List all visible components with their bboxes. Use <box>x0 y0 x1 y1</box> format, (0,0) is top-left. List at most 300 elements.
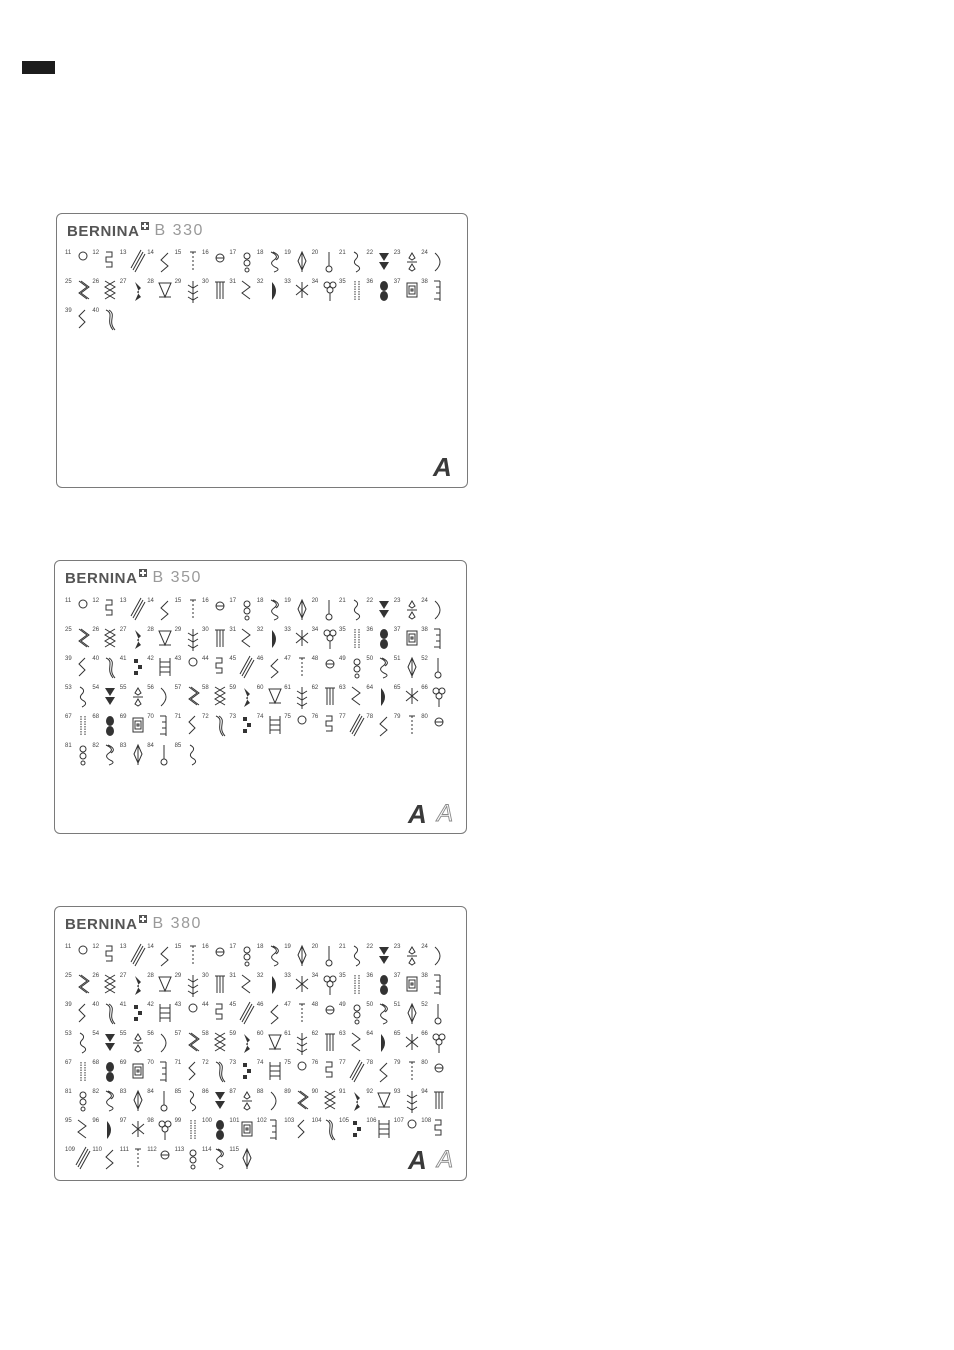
stitch-number: 67 <box>65 1060 72 1066</box>
stitch-pattern-43 <box>175 656 205 684</box>
stitch-pattern-15 <box>175 944 205 972</box>
stitch-number: 18 <box>256 944 264 950</box>
stitch-grid <box>65 944 460 1174</box>
stitch-pattern-55 <box>120 685 150 713</box>
stitch-number: 79 <box>393 1060 401 1066</box>
stitch-number: 78 <box>366 714 374 720</box>
model-name: B 380 <box>152 915 202 932</box>
stitch-pattern-41 <box>120 1002 150 1030</box>
stitch-pattern-83 <box>120 743 150 771</box>
stitch-pattern-39 <box>65 308 95 336</box>
stitch-pattern-71 <box>175 1060 205 1088</box>
stitch-number: 85 <box>174 1089 182 1095</box>
stitch-number: 74 <box>256 714 264 720</box>
stitch-pattern-32 <box>257 627 287 655</box>
stitch-panel-b350 <box>54 560 467 834</box>
alphabet-font-block-icon: A <box>408 1145 427 1175</box>
brand-name: BERNINA <box>65 915 138 933</box>
stitch-pattern-19 <box>284 250 314 278</box>
stitch-number: 34 <box>311 973 319 979</box>
stitch-pattern-84 <box>147 743 177 771</box>
stitch-pattern-79 <box>394 1060 424 1088</box>
stitch-pattern-28 <box>147 973 177 1001</box>
stitch-pattern-33 <box>284 279 314 307</box>
stitch-pattern-12 <box>92 250 122 278</box>
stitch-number: 87 <box>229 1089 237 1095</box>
stitch-pattern-26 <box>92 627 122 655</box>
stitch-pattern-57 <box>175 1031 205 1059</box>
stitch-number: 84 <box>147 743 154 749</box>
stitch-number: 82 <box>92 743 100 749</box>
stitch-number: 50 <box>366 656 374 662</box>
stitch-number: 98 <box>147 1118 154 1124</box>
stitch-number: 30 <box>202 627 209 633</box>
stitch-number: 68 <box>92 1060 100 1066</box>
stitch-number: 57 <box>174 685 182 691</box>
stitch-number: 53 <box>65 1031 72 1037</box>
stitch-pattern-36 <box>366 279 396 307</box>
stitch-pattern-47 <box>284 1002 314 1030</box>
stitch-pattern-81 <box>65 1089 95 1117</box>
stitch-number: 60 <box>256 685 264 691</box>
stitch-number: 63 <box>339 1031 346 1037</box>
stitch-pattern-17 <box>229 598 259 626</box>
stitch-pattern-71 <box>175 714 205 742</box>
stitch-pattern-101 <box>229 1118 259 1146</box>
stitch-pattern-89 <box>284 1089 314 1117</box>
stitch-pattern-44 <box>202 656 232 684</box>
stitch-pattern-48 <box>312 1002 342 1030</box>
stitch-pattern-14 <box>147 250 177 278</box>
stitch-number: 39 <box>65 656 72 662</box>
stitch-number: 72 <box>202 714 209 720</box>
stitch-pattern-28 <box>147 279 177 307</box>
stitch-pattern-50 <box>366 1002 396 1030</box>
stitch-number: 45 <box>229 656 237 662</box>
stitch-pattern-35 <box>339 627 369 655</box>
stitch-pattern-29 <box>175 279 205 307</box>
stitch-number: 19 <box>284 598 291 604</box>
stitch-number: 102 <box>256 1118 267 1124</box>
stitch-number: 58 <box>202 685 209 691</box>
stitch-pattern-21 <box>339 250 369 278</box>
stitch-number: 67 <box>65 714 72 720</box>
stitch-pattern-90 <box>312 1089 342 1117</box>
stitch-pattern-31 <box>229 279 259 307</box>
stitch-pattern-65 <box>394 685 424 713</box>
stitch-pattern-100 <box>202 1118 232 1146</box>
stitch-number: 11 <box>65 944 72 950</box>
stitch-pattern-17 <box>229 250 259 278</box>
stitch-pattern-84 <box>147 1089 177 1117</box>
stitch-number: 53 <box>65 685 72 691</box>
stitch-pattern-30 <box>202 973 232 1001</box>
stitch-pattern-69 <box>120 1060 150 1088</box>
stitch-number: 52 <box>421 656 428 662</box>
stitch-number: 23 <box>393 250 401 256</box>
stitch-pattern-28 <box>147 627 177 655</box>
stitch-number: 26 <box>92 279 100 285</box>
stitch-pattern-26 <box>92 973 122 1001</box>
stitch-number: 73 <box>229 1060 237 1066</box>
stitch-number: 56 <box>147 685 154 691</box>
stitch-number: 92 <box>366 1089 374 1095</box>
stitch-number: 58 <box>202 1031 209 1037</box>
stitch-number: 23 <box>393 944 401 950</box>
stitch-number: 107 <box>393 1118 404 1124</box>
stitch-number: 108 <box>421 1118 432 1124</box>
stitch-pattern-115 <box>229 1147 259 1175</box>
stitch-pattern-34 <box>312 279 342 307</box>
stitch-pattern-79 <box>394 714 424 742</box>
stitch-number: 12 <box>92 598 100 604</box>
brand-name: BERNINA <box>67 222 140 240</box>
stitch-pattern-72 <box>202 714 232 742</box>
stitch-number: 20 <box>311 944 319 950</box>
brand-logo <box>65 913 202 935</box>
stitch-number: 59 <box>229 685 237 691</box>
stitch-number: 27 <box>119 973 127 979</box>
stitch-pattern-92 <box>366 1089 396 1117</box>
stitch-pattern-66 <box>421 1031 451 1059</box>
stitch-pattern-111 <box>120 1147 150 1175</box>
stitch-pattern-46 <box>257 1002 287 1030</box>
stitch-pattern-85 <box>175 743 205 771</box>
stitch-pattern-81 <box>65 743 95 771</box>
stitch-pattern-76 <box>312 714 342 742</box>
stitch-number: 84 <box>147 1089 154 1095</box>
stitch-number: 44 <box>202 1002 209 1008</box>
stitch-pattern-24 <box>421 598 451 626</box>
stitch-number: 54 <box>92 1031 100 1037</box>
stitch-number: 16 <box>202 944 209 950</box>
stitch-number: 74 <box>256 1060 264 1066</box>
stitch-pattern-87 <box>229 1089 259 1117</box>
stitch-pattern-52 <box>421 656 451 684</box>
stitch-number: 34 <box>311 279 319 285</box>
stitch-pattern-49 <box>339 656 369 684</box>
stitch-pattern-59 <box>229 1031 259 1059</box>
stitch-pattern-37 <box>394 627 424 655</box>
stitch-number: 82 <box>92 1089 100 1095</box>
stitch-number: 78 <box>366 1060 374 1066</box>
model-name: B 350 <box>152 569 202 586</box>
stitch-pattern-67 <box>65 1060 95 1088</box>
stitch-number: 38 <box>421 279 428 285</box>
stitch-pattern-22 <box>366 250 396 278</box>
stitch-number: 28 <box>147 627 154 633</box>
stitch-number: 85 <box>174 743 182 749</box>
stitch-pattern-20 <box>312 598 342 626</box>
stitch-number: 39 <box>65 308 72 314</box>
stitch-pattern-88 <box>257 1089 287 1117</box>
stitch-pattern-47 <box>284 656 314 684</box>
stitch-number: 25 <box>65 973 72 979</box>
stitch-pattern-96 <box>92 1118 122 1146</box>
stitch-pattern-34 <box>312 973 342 1001</box>
stitch-pattern-46 <box>257 656 287 684</box>
stitch-pattern-30 <box>202 627 232 655</box>
stitch-number: 27 <box>119 627 127 633</box>
stitch-number: 48 <box>311 1002 319 1008</box>
stitch-number: 36 <box>366 973 374 979</box>
stitch-pattern-12 <box>92 944 122 972</box>
stitch-number: 25 <box>65 627 72 633</box>
stitch-pattern-77 <box>339 1060 369 1088</box>
stitch-pattern-13 <box>120 598 150 626</box>
section-tab-marker <box>22 61 55 74</box>
stitch-number: 61 <box>284 685 291 691</box>
stitch-pattern-73 <box>229 1060 259 1088</box>
stitch-number: 61 <box>284 1031 291 1037</box>
stitch-number: 33 <box>284 627 291 633</box>
stitch-number: 91 <box>339 1089 346 1095</box>
stitch-number: 33 <box>284 973 291 979</box>
stitch-pattern-60 <box>257 1031 287 1059</box>
stitch-number: 24 <box>421 250 428 256</box>
stitch-number: 89 <box>284 1089 291 1095</box>
stitch-number: 17 <box>229 944 237 950</box>
stitch-pattern-62 <box>312 685 342 713</box>
stitch-pattern-61 <box>284 685 314 713</box>
stitch-pattern-106 <box>366 1118 396 1146</box>
stitch-number: 11 <box>65 250 72 256</box>
stitch-number: 31 <box>229 973 237 979</box>
stitch-number: 70 <box>147 1060 154 1066</box>
stitch-pattern-75 <box>284 1060 314 1088</box>
stitch-pattern-13 <box>120 250 150 278</box>
stitch-number: 69 <box>119 1060 127 1066</box>
stitch-pattern-18 <box>257 250 287 278</box>
stitch-number: 60 <box>256 1031 264 1037</box>
stitch-pattern-19 <box>284 598 314 626</box>
stitch-number: 49 <box>339 1002 346 1008</box>
stitch-number: 14 <box>147 250 154 256</box>
stitch-pattern-55 <box>120 1031 150 1059</box>
stitch-pattern-54 <box>92 1031 122 1059</box>
stitch-pattern-22 <box>366 598 396 626</box>
stitch-number: 114 <box>202 1147 212 1153</box>
stitch-number: 81 <box>65 1089 72 1095</box>
stitch-pattern-40 <box>92 1002 122 1030</box>
stitch-pattern-38 <box>421 627 451 655</box>
stitch-number: 42 <box>147 656 154 662</box>
stitch-number: 43 <box>174 656 182 662</box>
alphabet-font-outline-icon: A <box>437 1146 454 1173</box>
stitch-pattern-30 <box>202 279 232 307</box>
brand-logo <box>65 567 202 589</box>
stitch-pattern-39 <box>65 1002 95 1030</box>
stitch-number: 41 <box>119 656 127 662</box>
stitch-pattern-57 <box>175 685 205 713</box>
stitch-pattern-95 <box>65 1118 95 1146</box>
stitch-number: 112 <box>147 1147 157 1153</box>
stitch-pattern-33 <box>284 973 314 1001</box>
stitch-pattern-72 <box>202 1060 232 1088</box>
stitch-number: 75 <box>284 1060 291 1066</box>
stitch-pattern-104 <box>312 1118 342 1146</box>
stitch-pattern-21 <box>339 944 369 972</box>
stitch-pattern-19 <box>284 944 314 972</box>
stitch-pattern-35 <box>339 279 369 307</box>
stitch-pattern-35 <box>339 973 369 1001</box>
stitch-number: 16 <box>202 250 209 256</box>
alphabet-font-outline-icon: A <box>437 800 454 827</box>
stitch-pattern-105 <box>339 1118 369 1146</box>
stitch-number: 34 <box>311 627 319 633</box>
stitch-pattern-24 <box>421 944 451 972</box>
stitch-pattern-40 <box>92 656 122 684</box>
stitch-pattern-97 <box>120 1118 150 1146</box>
stitch-number: 32 <box>256 279 264 285</box>
stitch-pattern-27 <box>120 627 150 655</box>
stitch-pattern-65 <box>394 1031 424 1059</box>
stitch-number: 77 <box>339 714 346 720</box>
stitch-pattern-74 <box>257 714 287 742</box>
stitch-pattern-29 <box>175 973 205 1001</box>
stitch-number: 15 <box>174 250 182 256</box>
stitch-number: 71 <box>174 714 182 720</box>
stitch-pattern-45 <box>229 1002 259 1030</box>
stitch-pattern-31 <box>229 973 259 1001</box>
brand-cross-icon <box>139 569 147 577</box>
stitch-pattern-18 <box>257 598 287 626</box>
stitch-panel-b380 <box>54 906 467 1181</box>
stitch-pattern-15 <box>175 598 205 626</box>
stitch-pattern-14 <box>147 944 177 972</box>
stitch-number: 19 <box>284 944 291 950</box>
stitch-pattern-53 <box>65 685 95 713</box>
stitch-number: 113 <box>174 1147 185 1153</box>
stitch-pattern-40 <box>92 308 122 336</box>
stitch-number: 51 <box>393 1002 401 1008</box>
stitch-pattern-32 <box>257 973 287 1001</box>
stitch-pattern-58 <box>202 1031 232 1059</box>
stitch-pattern-45 <box>229 656 259 684</box>
stitch-number: 37 <box>393 627 401 633</box>
stitch-pattern-37 <box>394 973 424 1001</box>
stitch-number: 104 <box>311 1118 322 1124</box>
stitch-number: 75 <box>284 714 291 720</box>
stitch-pattern-42 <box>147 656 177 684</box>
stitch-pattern-48 <box>312 656 342 684</box>
stitch-number: 17 <box>229 250 237 256</box>
brand-name: BERNINA <box>65 569 138 587</box>
stitch-pattern-58 <box>202 685 232 713</box>
stitch-number: 31 <box>229 627 237 633</box>
stitch-number: 28 <box>147 279 154 285</box>
stitch-number: 103 <box>284 1118 295 1124</box>
stitch-number: 46 <box>256 1002 264 1008</box>
stitch-pattern-11 <box>65 598 95 626</box>
stitch-number: 76 <box>311 1060 319 1066</box>
stitch-number: 26 <box>92 627 100 633</box>
alphabet-font-block-icon: A <box>408 799 427 829</box>
stitch-panel-b330 <box>56 213 468 488</box>
stitch-pattern-68 <box>92 1060 122 1088</box>
stitch-number: 18 <box>256 598 264 604</box>
stitch-number: 43 <box>174 1002 182 1008</box>
stitch-number: 80 <box>421 1060 428 1066</box>
stitch-number: 96 <box>92 1118 100 1124</box>
stitch-pattern-54 <box>92 685 122 713</box>
stitch-pattern-31 <box>229 627 259 655</box>
stitch-pattern-38 <box>421 973 451 1001</box>
stitch-pattern-99 <box>175 1118 205 1146</box>
stitch-number: 19 <box>284 250 291 256</box>
stitch-number: 93 <box>393 1089 401 1095</box>
stitch-number: 115 <box>229 1147 239 1153</box>
stitch-pattern-25 <box>65 973 95 1001</box>
stitch-number: 41 <box>119 1002 127 1008</box>
stitch-number: 63 <box>339 685 346 691</box>
stitch-number: 45 <box>229 1002 237 1008</box>
stitch-number: 32 <box>256 973 264 979</box>
stitch-number: 21 <box>339 250 346 256</box>
stitch-number: 32 <box>256 627 264 633</box>
stitch-number: 68 <box>92 714 100 720</box>
brand-logo <box>67 220 204 242</box>
stitch-pattern-27 <box>120 973 150 1001</box>
stitch-pattern-67 <box>65 714 95 742</box>
stitch-pattern-93 <box>394 1089 424 1117</box>
stitch-number: 21 <box>339 598 346 604</box>
stitch-pattern-51 <box>394 656 424 684</box>
stitch-pattern-36 <box>366 973 396 1001</box>
stitch-pattern-32 <box>257 279 287 307</box>
stitch-number: 77 <box>339 1060 346 1066</box>
stitch-pattern-60 <box>257 685 287 713</box>
stitch-number: 65 <box>393 685 401 691</box>
stitch-number: 44 <box>202 656 209 662</box>
stitch-number: 49 <box>339 656 346 662</box>
stitch-number: 64 <box>366 1031 374 1037</box>
stitch-number: 42 <box>147 1002 154 1008</box>
stitch-pattern-13 <box>120 944 150 972</box>
stitch-pattern-83 <box>120 1089 150 1117</box>
stitch-pattern-56 <box>147 685 177 713</box>
stitch-grid <box>65 598 460 768</box>
stitch-number: 38 <box>421 973 428 979</box>
stitch-number: 16 <box>202 598 209 604</box>
stitch-pattern-11 <box>65 944 95 972</box>
stitch-number: 56 <box>147 1031 154 1037</box>
stitch-number: 66 <box>421 1031 428 1037</box>
stitch-pattern-86 <box>202 1089 232 1117</box>
stitch-pattern-33 <box>284 627 314 655</box>
stitch-pattern-103 <box>284 1118 314 1146</box>
stitch-number: 110 <box>92 1147 102 1153</box>
stitch-pattern-73 <box>229 714 259 742</box>
stitch-number: 97 <box>119 1118 127 1124</box>
stitch-pattern-112 <box>147 1147 177 1175</box>
stitch-number: 12 <box>92 250 100 256</box>
stitch-pattern-109 <box>65 1147 95 1175</box>
stitch-pattern-20 <box>312 250 342 278</box>
stitch-number: 18 <box>256 250 264 256</box>
stitch-pattern-37 <box>394 279 424 307</box>
stitch-number: 20 <box>311 598 319 604</box>
stitch-number: 13 <box>119 250 127 256</box>
stitch-number: 88 <box>256 1089 264 1095</box>
stitch-grid <box>65 250 460 340</box>
stitch-number: 90 <box>311 1089 319 1095</box>
stitch-pattern-69 <box>120 714 150 742</box>
model-name: B 330 <box>154 222 204 239</box>
stitch-pattern-51 <box>394 1002 424 1030</box>
stitch-pattern-20 <box>312 944 342 972</box>
stitch-number: 47 <box>284 1002 291 1008</box>
